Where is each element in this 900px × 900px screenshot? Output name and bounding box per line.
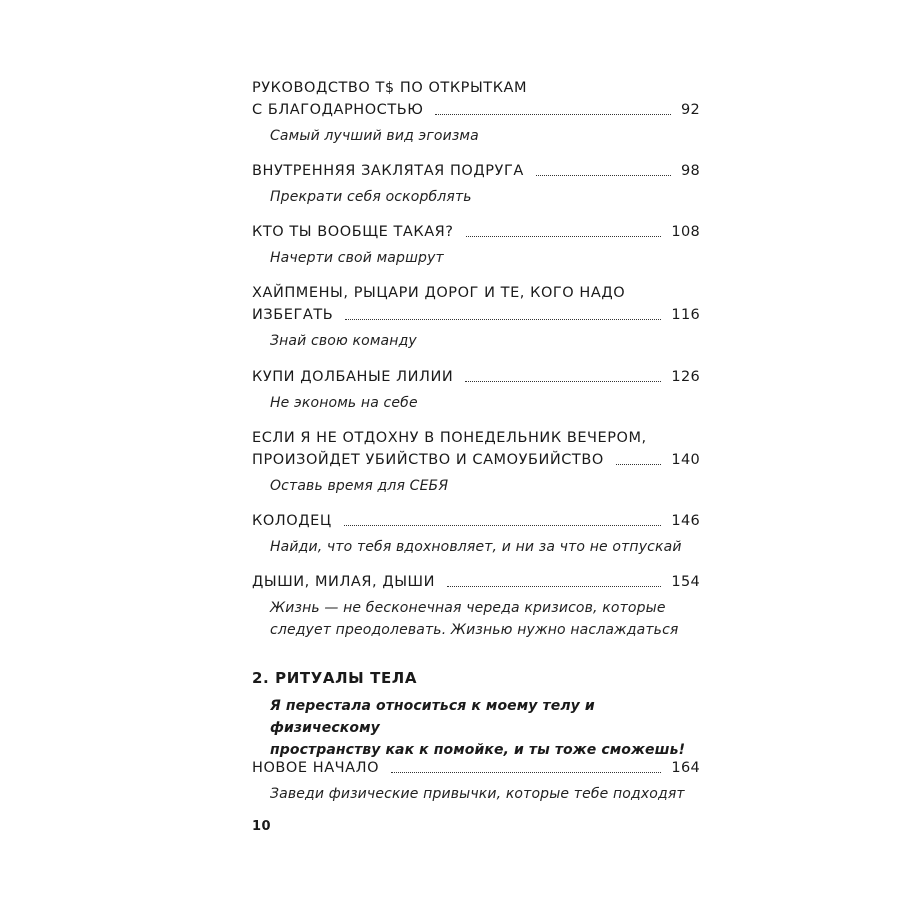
toc-entry [252,221,700,269]
entry-subtitle: Начерти свой маршрут [270,250,444,266]
section-subtitle-line: пространству как к помойке, и ты тоже сможешь! [270,742,686,758]
dot-leader [536,174,671,176]
entry-page-number: 146 [671,513,700,529]
entry-page-number: 98 [680,163,700,179]
entry-subtitle: Самый лучший вид эгоизма [270,128,479,144]
entry-title-line: ИЗБЕГАТЬ [252,307,334,323]
toc-entry [252,757,700,805]
entry-page-number: 126 [671,369,700,385]
entry-title-row [252,221,700,243]
entry-title-row [252,757,700,779]
entry-title-line: КОЛОДЕЦ [252,513,332,529]
entry-title-line: КУПИ ДОЛБАНЫЕ ЛИЛИИ [252,369,454,385]
dot-leader [466,235,662,237]
entry-subtitle: Найди, что тебя вдохновляет, и ни за что не отпускай [270,539,682,555]
entry-subtitle: Оставь время для СЕБЯ [270,478,449,494]
toc-page [252,0,700,900]
entry-title-row [252,449,700,471]
dot-leader [447,585,661,587]
section-subtitle [270,695,700,761]
entry-page-number: 164 [671,760,700,776]
dot-leader [344,524,662,526]
section-heading: 2. РИТУАЛЫ ТЕЛА [252,669,418,687]
entry-title-line: РУКОВОДСТВО Т$ ПО ОТКРЫТКАМ [252,80,528,96]
entry-subtitle: Заведи физические привычки, которые тебе подходят [270,786,685,802]
entry-page-number: 108 [671,224,700,240]
dot-leader [616,463,662,465]
entry-subtitle: Прекрати себя оскорблять [270,189,472,205]
entry-page-number: 154 [671,574,700,590]
dot-leader [435,113,670,115]
entry-title-line: ДЫШИ, МИЛАЯ, ДЫШИ [252,574,435,590]
toc-entry [252,427,700,497]
entry-title-line: ЕСЛИ Я НЕ ОТДОХНУ В ПОНЕДЕЛЬНИК ВЕЧЕРОМ, [252,430,647,446]
entry-title-line: ВНУТРЕННЯЯ ЗАКЛЯТАЯ ПОДРУГА [252,163,524,179]
dot-leader [465,380,661,382]
entry-title-line: ХАЙПМЕНЫ, РЫЦАРИ ДОРОГ И ТЕ, КОГО НАДО [252,285,626,301]
toc-entry [252,160,700,208]
entry-title-row [252,304,700,326]
entry-title-row [252,160,700,182]
toc-entry [252,366,700,414]
entry-subtitle-line: следует преодолевать. Жизнью нужно наслаждаться [270,622,679,638]
entry-title-row [252,99,700,121]
toc-entry [252,571,700,641]
entry-title-row [252,571,700,593]
entry-subtitle [270,597,700,641]
entry-title-line: НОВОЕ НАЧАЛО [252,760,380,776]
entry-page-number: 92 [680,102,700,118]
dot-leader [391,771,661,773]
entry-subtitle: Не экономь на себе [270,395,418,411]
entry-subtitle: Знай свою команду [270,333,417,349]
entry-title-line: КТО ТЫ ВООБЩЕ ТАКАЯ? [252,224,454,240]
toc-entry [252,510,700,558]
entry-title-row [252,366,700,388]
dot-leader [345,318,661,320]
page-number: 10 [252,819,272,834]
toc-entry [252,282,700,352]
entry-page-number: 116 [671,307,700,323]
toc-entry [252,77,700,147]
section-subtitle-line: Я перестала относиться к моему телу и физическому [270,698,595,736]
entry-subtitle-line: Жизнь — не бесконечная череда кризисов, которые [270,600,666,616]
entry-page-number: 140 [671,452,700,468]
entry-title-line: С БЛАГОДАРНОСТЬЮ [252,102,424,118]
entry-title-row [252,510,700,532]
entry-title-line: ПРОИЗОЙДЕТ УБИЙСТВО И САМОУБИЙСТВО [252,452,604,468]
